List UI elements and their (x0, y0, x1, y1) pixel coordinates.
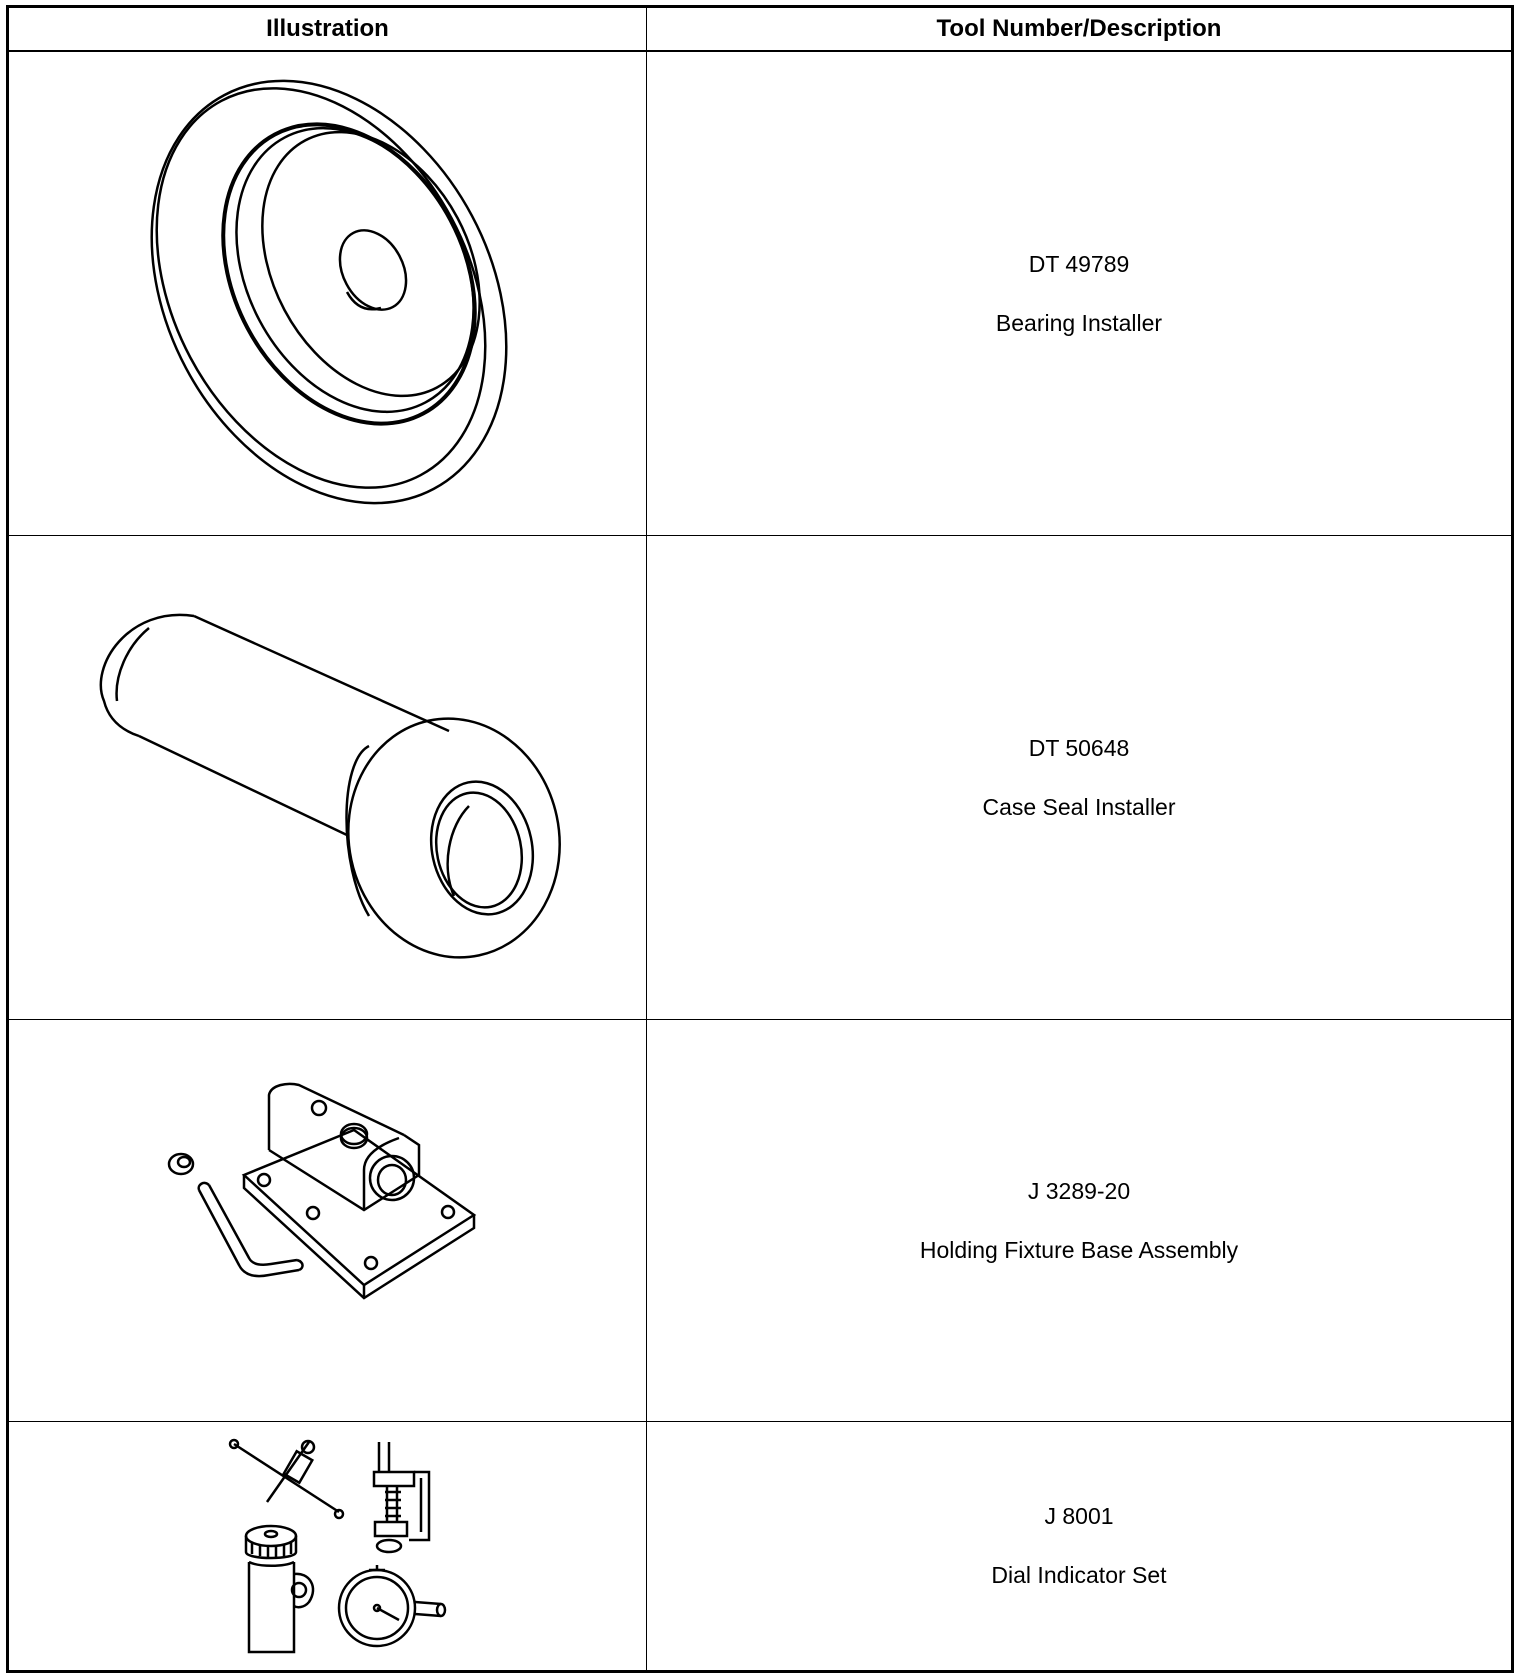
dial-indicator-set-icon (9, 1422, 646, 1670)
table-row (9, 1422, 1511, 1670)
table-row (9, 52, 1511, 536)
holding-fixture-icon (9, 1020, 646, 1421)
table-header (9, 8, 1511, 52)
table-row (9, 1020, 1511, 1422)
tool-number: DT 49789 (1028, 250, 1130, 277)
tool-description: Case Seal Installer (982, 793, 1176, 820)
header-illustration: Illustration (266, 15, 389, 42)
tool-description: Holding Fixture Base Assembly (919, 1236, 1239, 1263)
table-row (9, 536, 1511, 1020)
tool-table (6, 5, 1514, 1673)
tool-description: Dial Indicator Set (991, 1562, 1167, 1588)
tool-description: Bearing Installer (995, 309, 1163, 336)
tool-number: DT 50648 (1028, 734, 1130, 761)
tool-number: J 8001 (1044, 1503, 1114, 1529)
case-seal-installer-icon (9, 536, 646, 1019)
bearing-installer-icon (9, 52, 646, 535)
header-tool-description: Tool Number/Description (936, 15, 1222, 42)
tool-number: J 3289-20 (1027, 1177, 1131, 1204)
